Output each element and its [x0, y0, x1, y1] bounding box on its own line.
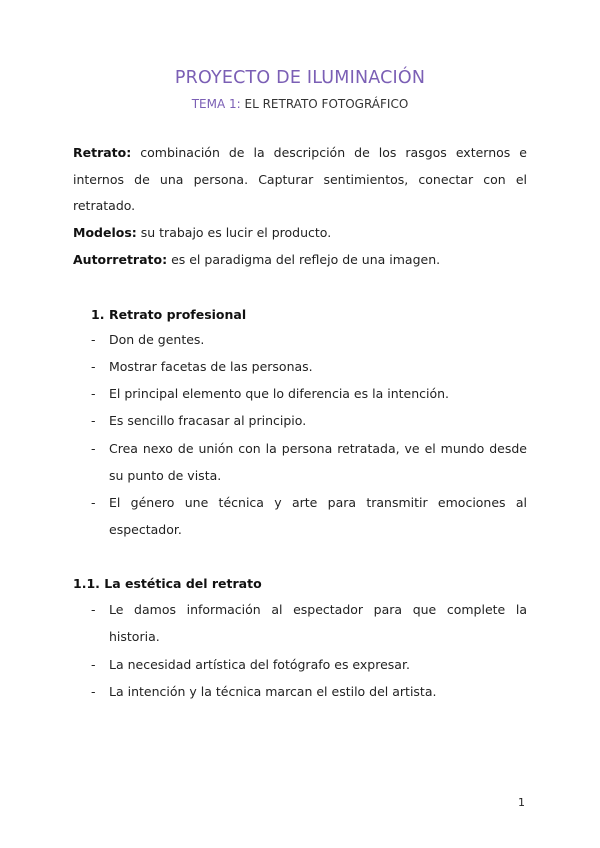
list-item-text: La necesidad artística del fotógrafo es expresar. [109, 657, 410, 672]
definition-text: es el paradigma del reflejo de una imagen. [167, 252, 441, 267]
list-item [91, 652, 527, 679]
definition-autorretrato [73, 247, 527, 274]
section-number: 1. [91, 307, 105, 322]
list-item [91, 436, 527, 489]
section-heading-retrato-profesional [91, 307, 246, 322]
dash-bullet: - [91, 441, 96, 456]
dash-bullet: - [91, 413, 96, 428]
dash-bullet: - [91, 386, 96, 401]
list-item-text: Es sencillo fracasar al principio. [109, 413, 307, 428]
list-item-text: Le damos información al espectador para que complete la historia. [109, 602, 527, 644]
dash-bullet: - [91, 657, 96, 672]
list-item [91, 490, 527, 543]
list-item-text: El principal elemento que lo diferencia es la intención. [109, 386, 450, 401]
definition-term: Autorretrato: [73, 252, 168, 267]
list-item-text: Don de gentes. [109, 332, 205, 347]
list-item [91, 679, 527, 706]
list-item [91, 354, 527, 381]
list-item [91, 597, 527, 650]
list-item-text: Mostrar facetas de las personas. [109, 359, 313, 374]
dash-bullet: - [91, 684, 96, 699]
section-heading-estetica: 1.1. La estética del retrato [73, 576, 262, 591]
page-number: 1 [518, 796, 525, 809]
dash-bullet: - [91, 359, 96, 374]
page-title: PROYECTO DE ILUMINACIÓN [174, 68, 426, 88]
subtitle-label: TEMA 1: [191, 97, 241, 111]
dash-bullet: - [91, 332, 96, 347]
dash-bullet: - [91, 495, 96, 510]
list-item [91, 408, 527, 435]
dash-bullet: - [91, 602, 96, 617]
subtitle-text: EL RETRATO FOTOGRÁFICO [240, 97, 409, 111]
definition-term: Modelos: [73, 225, 137, 240]
definition-retrato [73, 140, 527, 220]
list-item-text: El género une técnica y arte para transmitir emociones al espectador. [109, 495, 527, 537]
definition-text: combinación de la descripción de los rasgos externos e internos de una persona. Capturar sentimientos, conectar con el retratado. [73, 145, 527, 213]
page-subtitle [0, 97, 600, 111]
list-item-text: La intención y la técnica marcan el estilo del artista. [109, 684, 437, 699]
list-item-text: Crea nexo de unión con la persona retratada, ve el mundo desde su punto de vista. [109, 441, 527, 483]
definition-modelos [73, 220, 527, 247]
section-title: Retrato profesional [109, 307, 247, 322]
list-item [91, 381, 527, 408]
list-item [91, 327, 527, 354]
definition-text: su trabajo es lucir el producto. [136, 225, 332, 240]
definition-term: Retrato: [73, 145, 132, 160]
